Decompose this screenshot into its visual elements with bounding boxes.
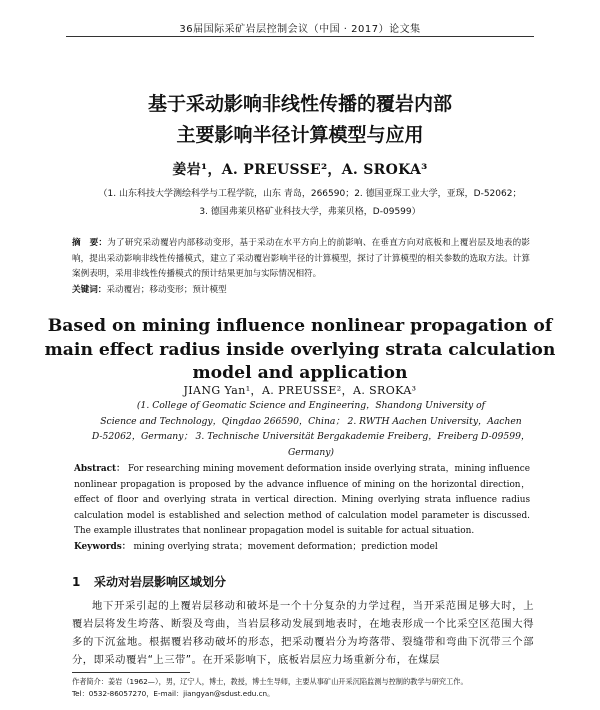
english-affiliations	[82, 398, 540, 460]
chinese-title-line: 基于采动影响非线性传播的覆岩内部	[147, 93, 452, 115]
chinese-abstract	[72, 236, 530, 283]
chinese-affiliation-line: 3. 德国弗莱贝格矿业科技大学，弗莱贝格，D-09599）	[199, 207, 421, 217]
english-title-line: main effect radius inside overlying strata calculation	[44, 339, 556, 360]
chinese-keywords-text: 采动覆岩；移动变形；预计模型	[106, 285, 227, 295]
english-abstract	[74, 462, 530, 540]
chinese-keywords	[72, 283, 530, 295]
english-title-line: Based on mining influence nonlinear propagation of	[47, 316, 553, 336]
chinese-abstract-text: 为了研究采动覆岩内部移动变形，基于采动在水平方向上的前影响、在垂直方向对底板和上覆岩层及地表的影响，提出采动影响非线性传播模式，建立了采动覆岩影响半径的计算模型，探讨了计算模型的相关参数的选取方法。计算案例表明，采用非线性传播模式的预计结果更加与实际情况相符。	[72, 238, 530, 279]
english-affiliation-line: Science and Technology，Qingdao 266590，China； 2. RWTH Aachen University，Aachen	[100, 415, 522, 427]
chinese-authors: 姜岩¹，A. PREUSSE²，A. SROKA³	[172, 162, 428, 178]
english-authors: JIANG Yan¹，A. PREUSSE²，A. SROKA³	[183, 384, 417, 397]
chinese-title	[0, 89, 600, 151]
english-abstract-text: For researching mining movement deformation inside overlying strata，mining influence nonlinear propagation is proposed by the advance influence of mining on the horizontal direction，effect of floor and overlying strata in vertical direction. Mining overlying strata influence radius calculation model is established and selection method of calculation model parameter is discussed. The example illustrates that nonlinear propagation model is suitable for actual situation.	[74, 464, 530, 537]
section-number: 1	[72, 575, 81, 589]
english-affiliation-line: D-52062，Germany； 3. Technische Universität Bergakademie Freiberg，Freiberg D-09599，Germany)	[91, 431, 531, 458]
body-paragraph: 地下开采引起的上覆岩层移动和破坏是一个十分复杂的力学过程，当开采范围足够大时，上覆岩层将发生垮落、断裂及弯曲，当岩层移动发展到地表时，在地表形成一个比采空区范围大得多的下沉盆地。根据覆岩移动破坏的形态，把采动覆岩分为垮落带、裂缝带和弯曲下沉带三个部分，即采动覆岩“上三带”。在开采影响下，底板岩层应力场重新分布，在煤层	[72, 600, 534, 666]
english-title	[0, 315, 600, 386]
header-rule	[66, 36, 534, 37]
chinese-affiliations	[60, 185, 560, 221]
chinese-keywords-label: 关键词：	[72, 285, 107, 295]
english-keywords	[74, 539, 530, 552]
english-keywords-text: mining overlying strata；movement deformation；prediction model	[133, 542, 438, 552]
english-abstract-label: Abstract：	[74, 464, 126, 474]
english-title-line: model and application	[192, 363, 408, 383]
chinese-affiliation-line: （1. 山东科技大学测绘科学与工程学院，山东 青岛，266590；2. 德国亚琛工业大学，亚琛，D-52062；	[98, 189, 522, 199]
section-heading	[72, 573, 226, 590]
chinese-title-line: 主要影响半径计算模型与应用	[176, 124, 424, 146]
running-head: 36届国际采矿岩层控制会议（中国 · 2017）论文集	[179, 24, 421, 35]
footnote-contact-line: Tel：0532-86057270，E-mail：jiangyan@sdust.edu.cn。	[72, 689, 275, 698]
footnote	[72, 676, 560, 700]
footnote-rule	[72, 672, 190, 673]
english-keywords-label: Keywords：	[74, 542, 131, 552]
section-title: 采动对岩层影响区域划分	[94, 575, 227, 589]
chinese-abstract-label: 摘 要：	[72, 238, 108, 248]
footnote-author-line: 作者简介：姜岩（1962—），男，辽宁人，博士，教授，博士生导师，主要从事矿山开采沉陷监测与控制的教学与研究工作。	[72, 677, 468, 686]
english-affiliation-line: (1. College of Geomatic Science and Engineering，Shandong University of	[136, 400, 486, 411]
